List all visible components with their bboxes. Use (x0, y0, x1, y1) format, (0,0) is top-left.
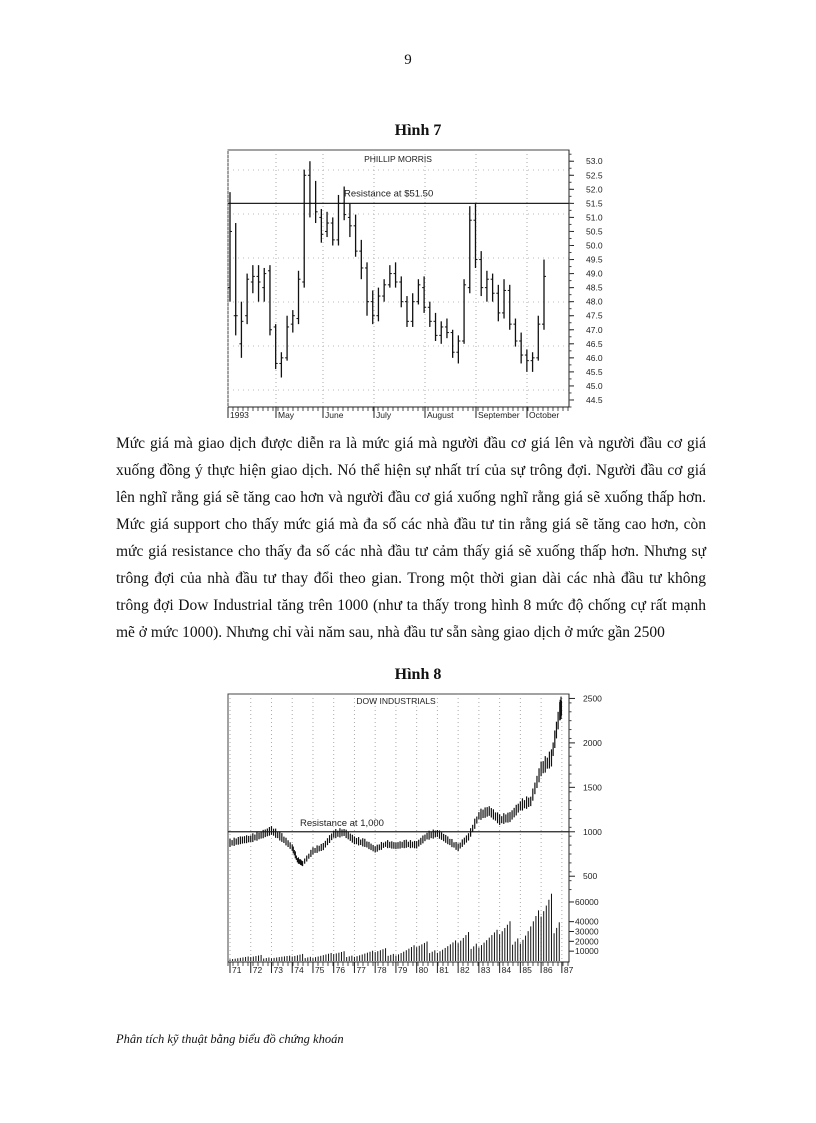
y-tick-label: 1500 (583, 782, 602, 793)
x-tick-label: 73 (273, 965, 283, 975)
x-tick-label: 81 (439, 965, 449, 975)
y-tick-label: 46.0 (586, 352, 603, 363)
y-tick-label: 49.0 (586, 268, 603, 279)
volume-tick-label: 60000 (575, 896, 599, 907)
y-tick-label: 50.0 (586, 240, 603, 251)
y-tick-label: 52.0 (586, 184, 603, 195)
x-tick-label: June (325, 410, 344, 420)
x-tick-label: 84 (501, 965, 512, 975)
y-tick-label: 2500 (583, 693, 602, 704)
x-tick-label: 74 (294, 965, 304, 975)
body-paragraph: Mức giá mà giao dịch được diễn ra là mức giá mà người đầu cơ giá lên và người đầu cơ giá xuống đồng ý thực hiện giao dịch. Nó thể hiện sự nhất trí của sự trông đợi. Người đầu cơ giá lên nghĩ rằng giá sẽ tăng cao hơn và người đầu cơ giá xuống nghĩ rằng giá sẽ xuống thấp hơn. Mức giá support cho thấy mức giá mà đa số các nhà đầu tư tin rằng giá sẽ tăng cao hơn, còn mức giá resistance cho thấy đa số các nhà đầu tư cảm thấy giá sẽ xuống thấp hơn. Nhưng sự trông đợi của nhà đầu tư thay đổi theo gian. Trong một thời gian dài các nhà đầu tư không trông đợi Dow Industrial tăng trên 1000 (như ta thấy trong hình 8 mức độ chống cự rất mạnh mẽ ở mức 1000). Nhưng chỉ vài năm sau, nhà đầu tư sẵn sàng giao dịch ở mức gần 2500 (116, 435, 706, 641)
x-tick-label: 80 (418, 965, 429, 975)
x-tick-label: October (529, 410, 560, 420)
plot-frame (228, 694, 569, 962)
volume-tick-label: 30000 (575, 926, 599, 937)
x-tick-label: May (278, 410, 295, 420)
page-footer: Phân tích kỹ thuật bằng biểu đồ chứng khoán (116, 1032, 344, 1046)
x-tick-label: 82 (460, 965, 470, 975)
x-tick-label: 77 (356, 965, 366, 975)
x-tick-label: August (427, 410, 454, 420)
y-tick-label: 52.5 (586, 170, 603, 181)
y-tick-label: 44.5 (586, 394, 603, 405)
dow-industrials-chart (224, 690, 606, 982)
x-tick-label: September (478, 410, 520, 420)
y-tick-label: 46.5 (586, 338, 603, 349)
y-tick-label: 48.5 (586, 282, 603, 293)
figure-7-caption: Hình 7 (394, 122, 442, 139)
y-tick-label: 47.5 (586, 310, 603, 321)
x-tick-label: 1993 (230, 410, 249, 420)
y-tick-label: 45.5 (586, 366, 603, 377)
y-tick-label: 48.0 (586, 296, 603, 307)
x-tick-label: 78 (377, 965, 387, 975)
volume-tick-label: 10000 (575, 946, 599, 957)
x-tick-label: 72 (252, 965, 263, 975)
x-tick-label: 87 (563, 965, 574, 975)
y-tick-label: 50.5 (586, 226, 603, 237)
x-tick-label: 86 (543, 965, 553, 975)
resistance-annotation: Resistance at 1,000 (300, 817, 384, 829)
x-tick-label: July (376, 410, 392, 420)
resistance-annotation: Resistance at $51.50 (344, 188, 434, 200)
y-tick-label: 500 (583, 871, 598, 882)
x-tick-label: 83 (480, 965, 491, 975)
chart-title: DOW INDUSTRIALS (356, 696, 436, 706)
figure-8-caption: Hình 8 (394, 666, 442, 683)
x-tick-label: 85 (522, 965, 532, 975)
x-tick-label: 76 (335, 965, 346, 975)
y-tick-label: 49.5 (586, 254, 603, 265)
y-tick-label: 47.0 (586, 324, 603, 335)
x-tick-label: 75 (314, 965, 325, 975)
chart-title: PHILLIP MORRIS (364, 154, 432, 164)
y-tick-label: 1000 (583, 826, 602, 837)
page-number: 9 (404, 52, 412, 68)
x-tick-label: 71 (232, 965, 242, 975)
y-tick-label: 51.5 (586, 198, 603, 209)
y-tick-label: 53.0 (586, 156, 603, 167)
phillip-morris-chart (224, 144, 606, 424)
y-tick-label: 45.0 (586, 380, 603, 391)
volume-tick-label: 40000 (575, 916, 599, 927)
volume-tick-label: 20000 (575, 936, 599, 947)
x-tick-label: 79 (397, 965, 408, 975)
y-tick-label: 51.0 (586, 212, 603, 223)
y-tick-label: 2000 (583, 737, 602, 748)
